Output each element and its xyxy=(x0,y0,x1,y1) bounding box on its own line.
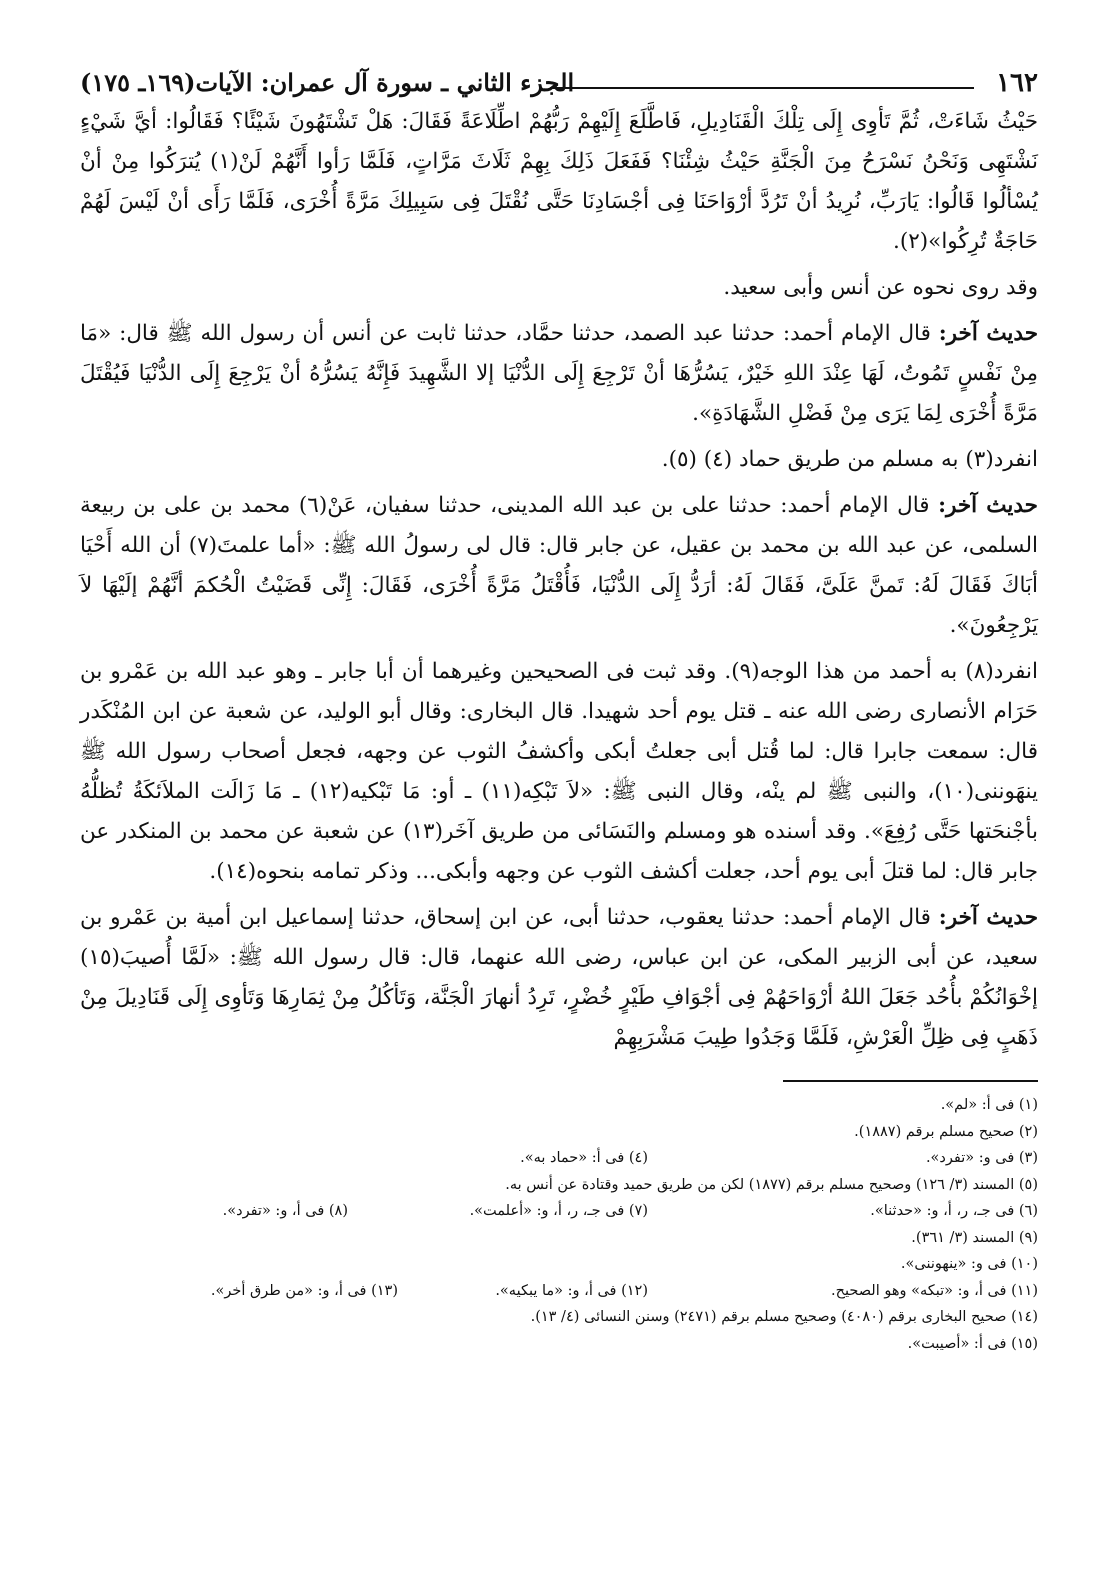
main-text xyxy=(80,102,1038,1058)
paragraph xyxy=(80,486,1038,646)
footnote-divider xyxy=(783,1080,1038,1082)
footnote-line xyxy=(80,1119,1038,1146)
paragraph: انفرد(٣) به مسلم من طريق حماد (٤) (٥). xyxy=(661,447,1038,472)
footnote: (٧) فى جـ، ر، أ، و: «أعلمت». xyxy=(469,1203,648,1219)
footnotes xyxy=(80,1092,1038,1357)
section-lead: حديث آخر: xyxy=(938,493,1038,518)
paragraph xyxy=(80,314,1038,434)
footnote: (٨) فى أ، و: «تفرد». xyxy=(222,1203,348,1219)
footnote: (١٥) فى أ: «أصيبت». xyxy=(907,1335,1038,1352)
footnote-line xyxy=(80,1278,1038,1305)
footnote: (١) فى أ: «لم». xyxy=(940,1097,1038,1113)
footnote-line xyxy=(80,1225,1038,1252)
header-rule xyxy=(550,87,974,89)
footnote: (٣) فى و: «تفرد». xyxy=(925,1150,1038,1166)
footnote-line xyxy=(80,1198,1038,1225)
paragraph-text: قال الإمام أحمد: حدثنا على بن عبد الله المدينى، حدثنا سفيان، عَنْ(٦) محمد بن على بن ربيعة السلمى، عن عبد الله بن محمد بن عقيل، عن جابر قال: قال لى رسولُ الله ﷺ: «أما علمتَ(٧) أن الله أَحْيَا أبَاكَ فَقَالَ لَهُ: تَمنَّ عَلَىَّ، فَقَالَ لَهُ: أرَدُّ إِلَى الدُّنْيَا، فَأُقْتَلُ مَرَّةً أُخْرَى، فَقَالَ: إِنِّى قَضَيْتُ الْحُكمَ أنَّهُمْ إلَيْهَا لاَ يَرْجِعُونَ». xyxy=(80,493,1039,638)
paragraph: وقد روى نحوه عن أنس وأبى سعيد. xyxy=(723,275,1038,300)
running-title: الجزء الثاني ـ سورة آل عمران: الآيات(١٦٩ـ ١٧٥) xyxy=(80,68,575,97)
footnote-line xyxy=(80,1331,1038,1358)
paragraph-text: قال الإمام أحمد: حدثنا عبد الصمد، حدثنا حمَّاد، حدثنا ثابت عن أنس أن رسول الله ﷺ قال: «مَا مِنْ نَفْسٍ تَمُوتُ، لَهَا عِنْدَ اللهِ خَيْرٌ، يَسُرُّهَا أنْ تَرْجِعَ إِلَى الدُّنْيَا إلا الشَّهِيدَ فَإِنَّهُ يَسُرُّهُ أنْ يَرْجِعَ إِلَى الدُّنْيَا فَيُقْتَلَ مَرَّةً أُخْرَى لِمَا يَرَى مِنْ فَضْلِ الشَّهَادَةِ». xyxy=(80,321,1038,426)
footnote: (٤) فى أ: «حماد به». xyxy=(520,1150,648,1166)
section-lead: حديث آخر: xyxy=(938,321,1038,346)
footnote: (٥) المسند (٣/ ١٢٦) وصحيح مسلم برقم (١٨٧٧) لكن من طريق حميد وقتادة عن أنس به. xyxy=(505,1176,1038,1193)
footnote-line xyxy=(80,1304,1038,1331)
page-header xyxy=(80,60,1038,102)
section-lead: حديث آخر: xyxy=(938,905,1038,930)
footnote: (١٤) صحيح البخارى برقم (٤٠٨٠) وصحيح مسلم برقم (٢٤٧١) وسنن النسائى (٤/ ١٣). xyxy=(530,1309,1038,1325)
footnote: (٩) المسند (٣/ ٣٦١). xyxy=(911,1229,1038,1246)
footnote: (١٠) فى و: «ينهوننى». xyxy=(900,1256,1038,1272)
paragraph: حَيْثُ شَاءَتْ، ثُمَّ تَأوِى إِلَى تِلْكَ الْقَنَادِيلِ، فَاطَّلَعَ إِلَيْهِمْ رَبُّهُمْ اطِّلَاعَةً فَقَالَ: هَلْ تَشْتَهُونَ شَيْئًا؟ فَقَالُوا: أيَّ شَيْءٍ نَشْتَهِى وَنَحْنُ نَسْرَحُ مِنَ الْجَنَّةِ حَيْثُ شِئْنَا؟ فَفَعَلَ ذَلِكَ بِهِمْ ثَلَاثَ مَرَّاتٍ، فَلَمَّا رَأوا أَنَّهُمْ لَنْ(١) يُترَكُوا مِنْ أنْ يُسْألُوا قَالُوا: يَارَبِّ، نُرِيدُ أنْ تَرُدَّ أرْوَاحَنَا فِى أجْسَادِنَا حَتَّى نُقْتَلَ فِى سَبِيلِكَ مَرَّةً أُخْرَى، فَلَمَّا رَأَى أنْ لَيْسَ لَهُمْ حَاجَةٌ تُرِكُوا»(٢). xyxy=(80,109,1038,254)
paragraph-text: قال الإمام أحمد: حدثنا يعقوب، حدثنا أبى، عن ابن إسحاق، حدثنا إسماعيل ابن أمية بن عَمْرو بن سعيد، عن أبى الزبير المكى، عن ابن عباس، رضى الله عنهما، قال: قال رسول الله ﷺ: «لَمَّا أُصيبَ(١٥) إخْوَانُكُمْ بأُحُد جَعَلَ اللهُ أرْوَاحَهُمْ فِى أجْوَافِ طَيْرٍ خُضْرٍ، تَرِدُ أنهارَ الْجَنَّة، وَتَأكُلُ مِنْ ثِمَارِهَا وَتَأوِى إِلَى قَنَادِيلَ مِنْ ذَهَبٍ فِى ظِلِّ الْعَرْشِ، فَلَمَّا وَجَدُوا طِيبَ مَشْرَبِهِمْ xyxy=(80,905,1038,1050)
paragraph: انفرد(٨) به أحمد من هذا الوجه(٩). وقد ثبت فى الصحيحين وغيرهما أن أبا جابر ـ وهو عبد الله بن عَمْرو بن حَرَام الأنصارى رضى الله عنه ـ قتل يوم أحد شهيدا. قال البخارى: وقال أبو الوليد، عن شعبة عن ابن المُنْكَدر قال: سمعت جابرا قال: لما قُتل أبى جعلتُ أبكى وأكشفُ الثوب عن وجهه، فجعل أصحاب رسول الله ﷺ ينهَوننى(١٠)، والنبى ﷺ لم ينْه، وقال النبى ﷺ: «لاَ تَبْكِه(١١) ـ أو: مَا تَبْكيه(١٢) ـ مَا زَالَت الملاَئكَةُ تُظلُّهُ بأجْنحَتها حَتَّى رُفِعَ». وقد أسنده هو ومسلم والنَسَائى من طريق آخَر(١٣) عن شعبة عن محمد بن المنكدر عن جابر قال: لما قتلَ أبى يوم أحد، جعلت أكشف الثوب عن وجهه وأبكى... وذكر تمامه بنحوه(١٤). xyxy=(80,659,1038,884)
footnote: (١٢) فى أ، و: «ما يبكيه». xyxy=(495,1282,648,1299)
footnote: (١٣) فى أ، و: «من طرق أخر». xyxy=(210,1282,398,1299)
footnote-line xyxy=(80,1092,1038,1119)
footnote: (٢) صحيح مسلم برقم (١٨٨٧). xyxy=(854,1123,1038,1140)
footnote-line xyxy=(80,1251,1038,1278)
footnote: (١١) فى أ، و: «تبكه» وهو الصحيح. xyxy=(831,1282,1038,1299)
footnote-line xyxy=(80,1172,1038,1199)
page-number: ١٦٢ xyxy=(996,68,1038,98)
footnote: (٦) فى جـ، ر، أ، و: «حدثنا». xyxy=(870,1203,1038,1219)
paragraph xyxy=(80,898,1038,1058)
footnote-line xyxy=(80,1145,1038,1172)
